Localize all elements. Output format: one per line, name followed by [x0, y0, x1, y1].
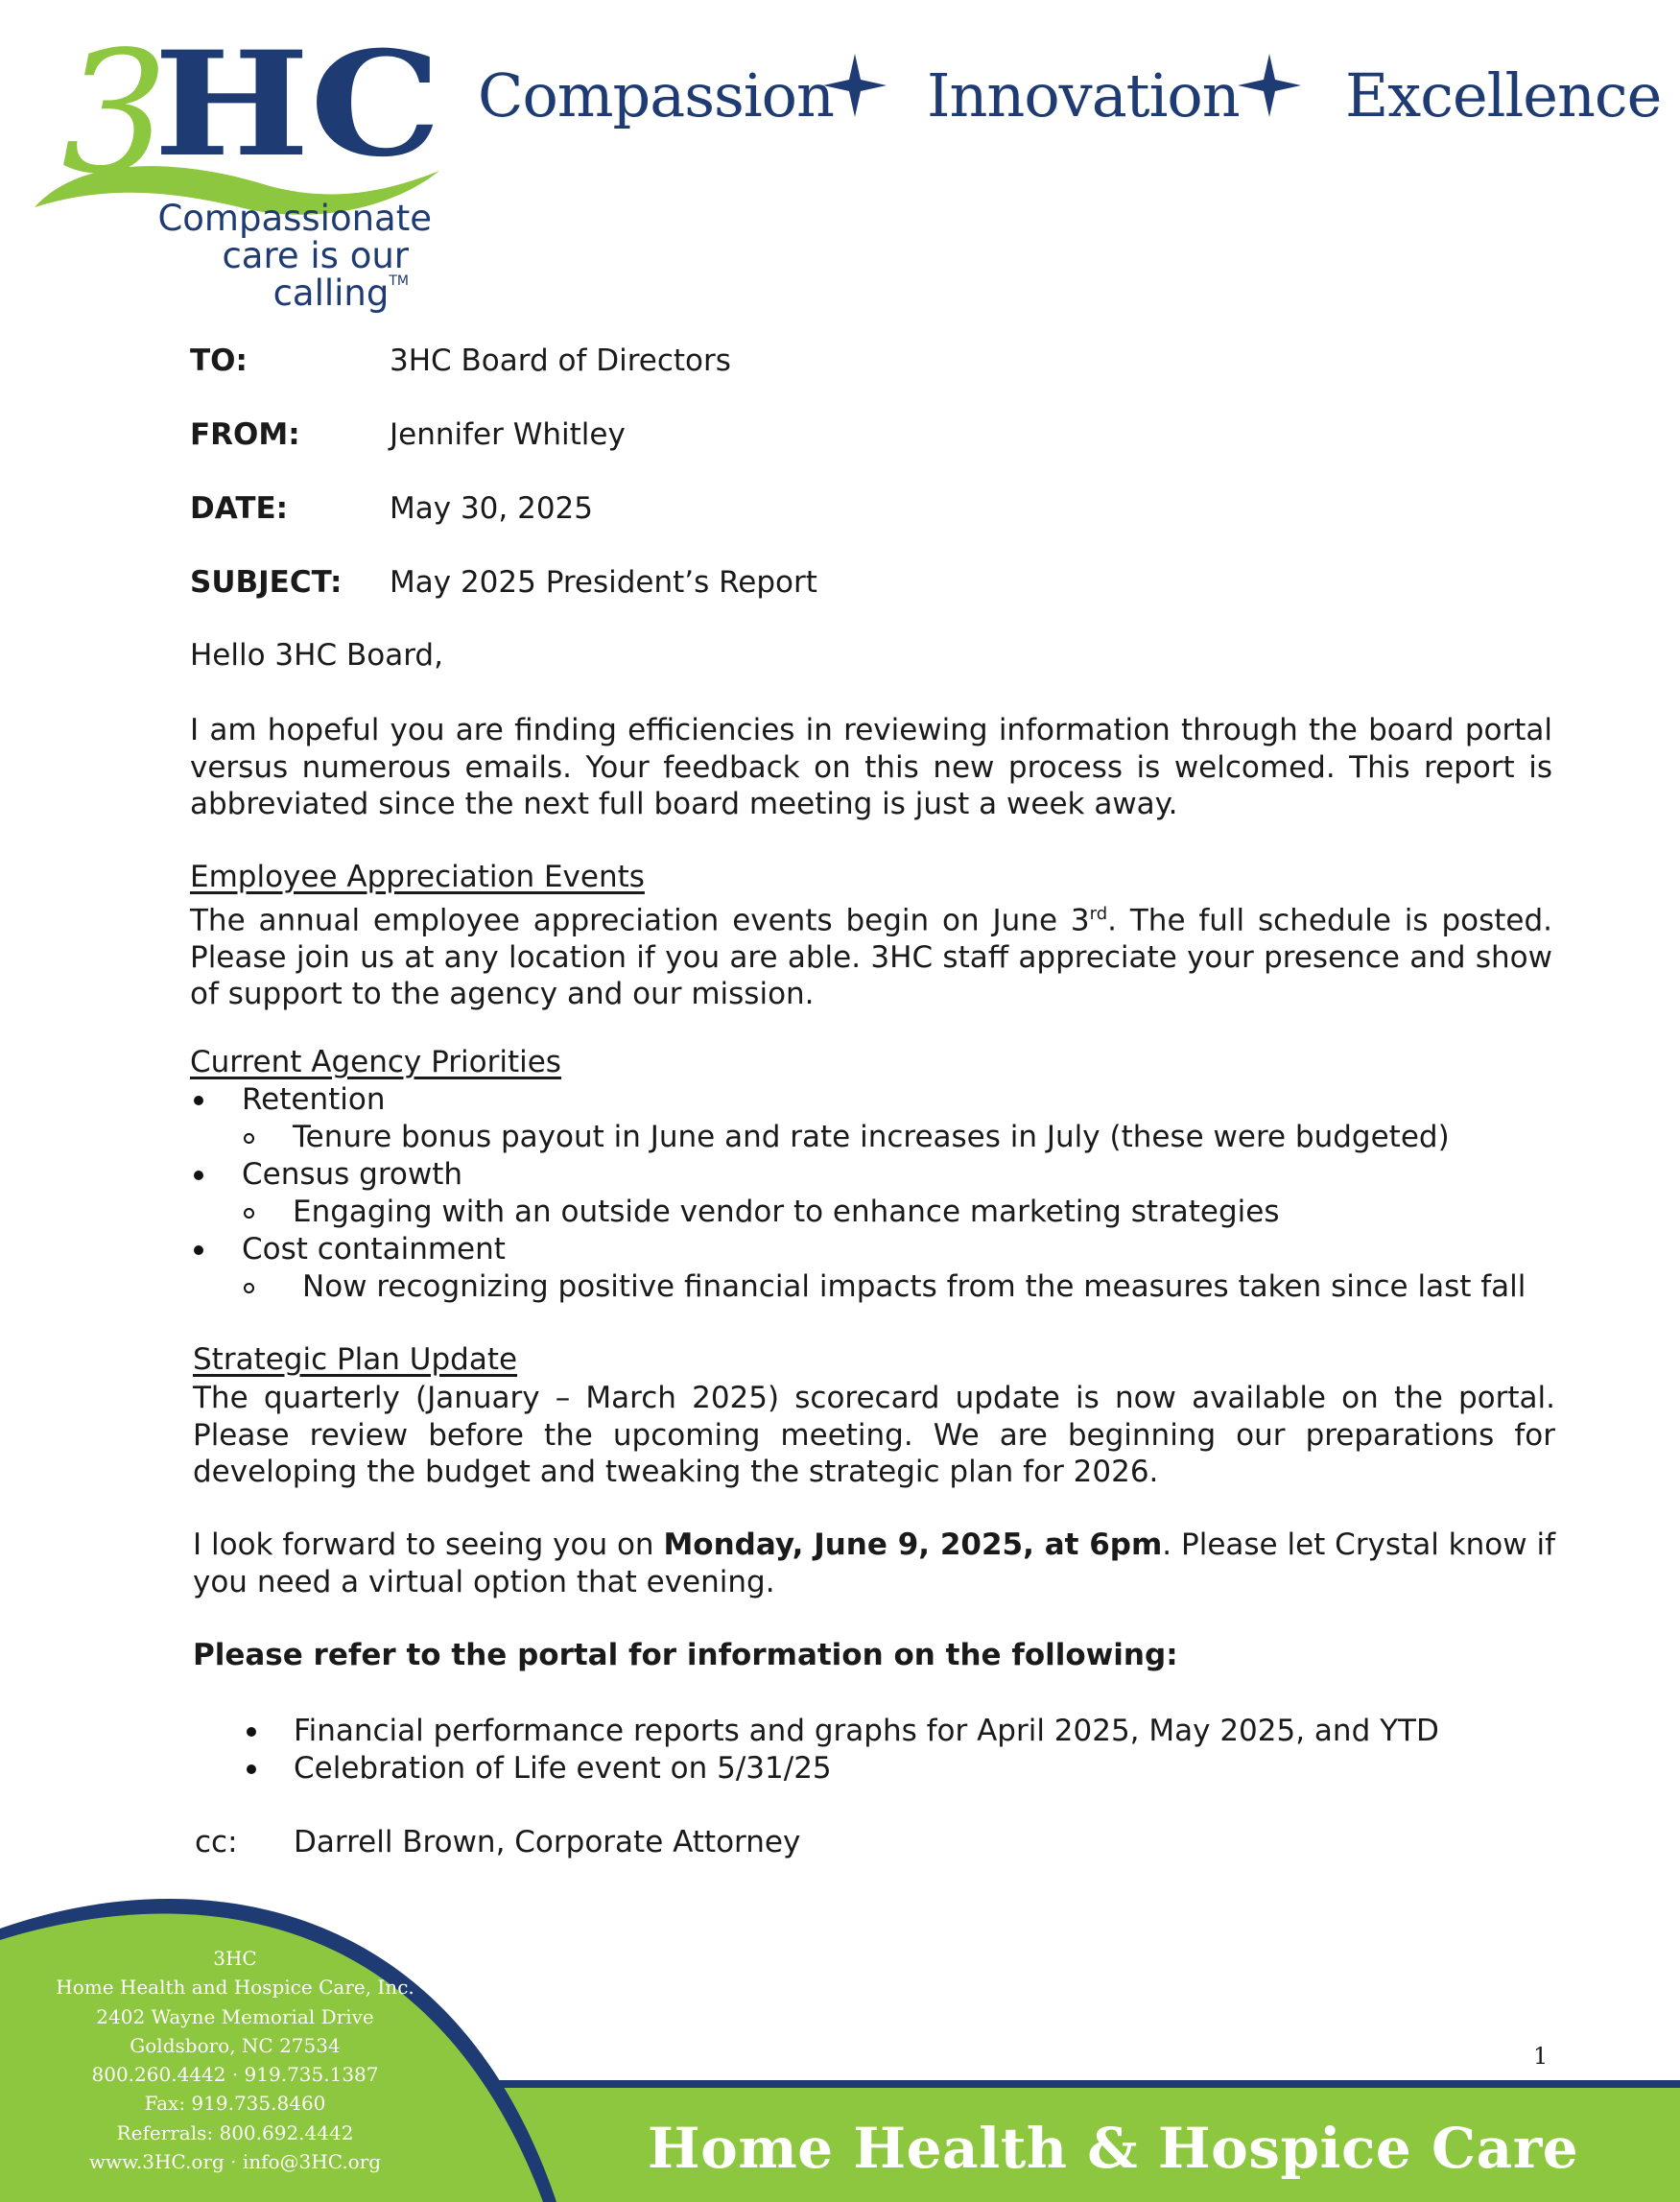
address-line: Fax: 919.735.8460: [144, 2092, 326, 2116]
sub-bullet: [244, 1133, 254, 1144]
appreciation-text-1: The annual employee appreciation events begin on June 3: [190, 903, 1090, 938]
cc-label: cc:: [195, 1825, 238, 1859]
tagline-line-1: Compassionate: [157, 198, 432, 239]
trademark: TM: [389, 273, 409, 289]
strategic-heading: Strategic Plan Update: [193, 1342, 518, 1377]
star-icon: [1236, 52, 1303, 119]
address-line: 2402 Wayne Memorial Drive: [96, 2004, 374, 2028]
portal-item: Celebration of Life event on 5/31/25: [294, 1751, 832, 1786]
bullet: [247, 1727, 256, 1737]
address-line: 3HC: [213, 1947, 257, 1970]
meeting-date: Monday, June 9, 2025, at 6pm: [663, 1527, 1163, 1562]
motto-compassion: Compassion: [478, 60, 834, 130]
bullet: [194, 1171, 203, 1180]
address-line: Goldsboro, NC 27534: [130, 2033, 341, 2057]
bullet: [247, 1764, 256, 1774]
date-label: DATE:: [190, 491, 289, 526]
sub-bullet: [244, 1208, 254, 1219]
appreciation-paragraph: [190, 896, 1552, 1013]
bullet: [194, 1245, 203, 1255]
bullet: [194, 1096, 203, 1105]
priority-subitem: Engaging with an outside vendor to enhance marketing strategies: [293, 1195, 1280, 1229]
motto-innovation: Innovation: [927, 60, 1240, 130]
subject-value: May 2025 President’s Report: [390, 565, 817, 600]
date-value: May 30, 2025: [390, 491, 593, 526]
logo-tagline: [115, 200, 432, 312]
ordinal-suffix: rd: [1089, 904, 1108, 924]
address-line: 800.260.4442 · 919.735.1387: [91, 2063, 379, 2087]
appreciation-heading: Employee Appreciation Events: [190, 860, 645, 894]
strategic-paragraph: The quarterly (January – March 2025) scorecard update is now available on the portal. Please review before the upcoming meeting. We are beginning our preparations for developing the budget and tweaking the strategic plan for 2026.: [193, 1381, 1555, 1489]
intro-paragraph: I am hopeful you are finding efficiencies in reviewing information through the board portal versus numerous emails. Your feedback on this new process is welcomed. This report is abbreviated since the next full board meeting is just a week away.: [190, 713, 1552, 821]
priority-subitem: Now recognizing positive financial impacts from the measures taken since last fall: [302, 1269, 1526, 1304]
footer-address: [29, 1944, 441, 2176]
to-value: 3HC Board of Directors: [390, 343, 731, 378]
star-icon: [821, 52, 888, 119]
priority-item: Cost containment: [242, 1232, 506, 1267]
closing-paragraph: [193, 1527, 1555, 1600]
logo-3: 3: [61, 27, 169, 211]
footer-banner-text: Home Health & Hospice Care: [647, 2116, 1579, 2181]
sub-bullet: [244, 1283, 254, 1293]
logo-hc: HC: [154, 27, 441, 189]
closing-text-1: I look forward to seeing you on: [193, 1527, 664, 1562]
to-label: TO:: [190, 343, 248, 378]
address-line: Referrals: 800.692.4442: [116, 2120, 354, 2144]
priority-item: Retention: [242, 1082, 386, 1117]
footer-navy-rule: [499, 2080, 1680, 2088]
tagline-line-2: care is our calling: [222, 235, 409, 314]
portal-item: Financial performance reports and graphs for April 2025, May 2025, and YTD: [294, 1714, 1439, 1748]
subject-label: SUBJECT:: [190, 565, 343, 600]
address-line: Home Health and Hospice Care, Inc.: [56, 1976, 414, 2000]
priority-subitem: Tenure bonus payout in June and rate increases in July (these were budgeted): [293, 1120, 1450, 1154]
from-label: FROM:: [190, 417, 300, 452]
motto-excellence: Excellence: [1345, 60, 1662, 130]
greeting: Hello 3HC Board,: [190, 638, 443, 673]
page-number: 1: [1533, 2043, 1549, 2070]
appreciation-text-2: . The full schedule is posted. Please join us at any location if you are able. 3HC staff appreciate your presence and show of support to the agency and our mission.: [190, 903, 1552, 1012]
priority-item: Census growth: [242, 1157, 463, 1192]
from-value: Jennifer Whitley: [390, 417, 626, 452]
address-line: www.3HC.org · info@3HC.org: [88, 2150, 382, 2174]
closing-text-2: . Please let Crystal know if you need a virtual option that evening.: [193, 1527, 1555, 1599]
priorities-heading: Current Agency Priorities: [190, 1045, 561, 1079]
cc-value: Darrell Brown, Corporate Attorney: [294, 1825, 801, 1859]
portal-heading: Please refer to the portal for information on the following:: [193, 1638, 1178, 1672]
